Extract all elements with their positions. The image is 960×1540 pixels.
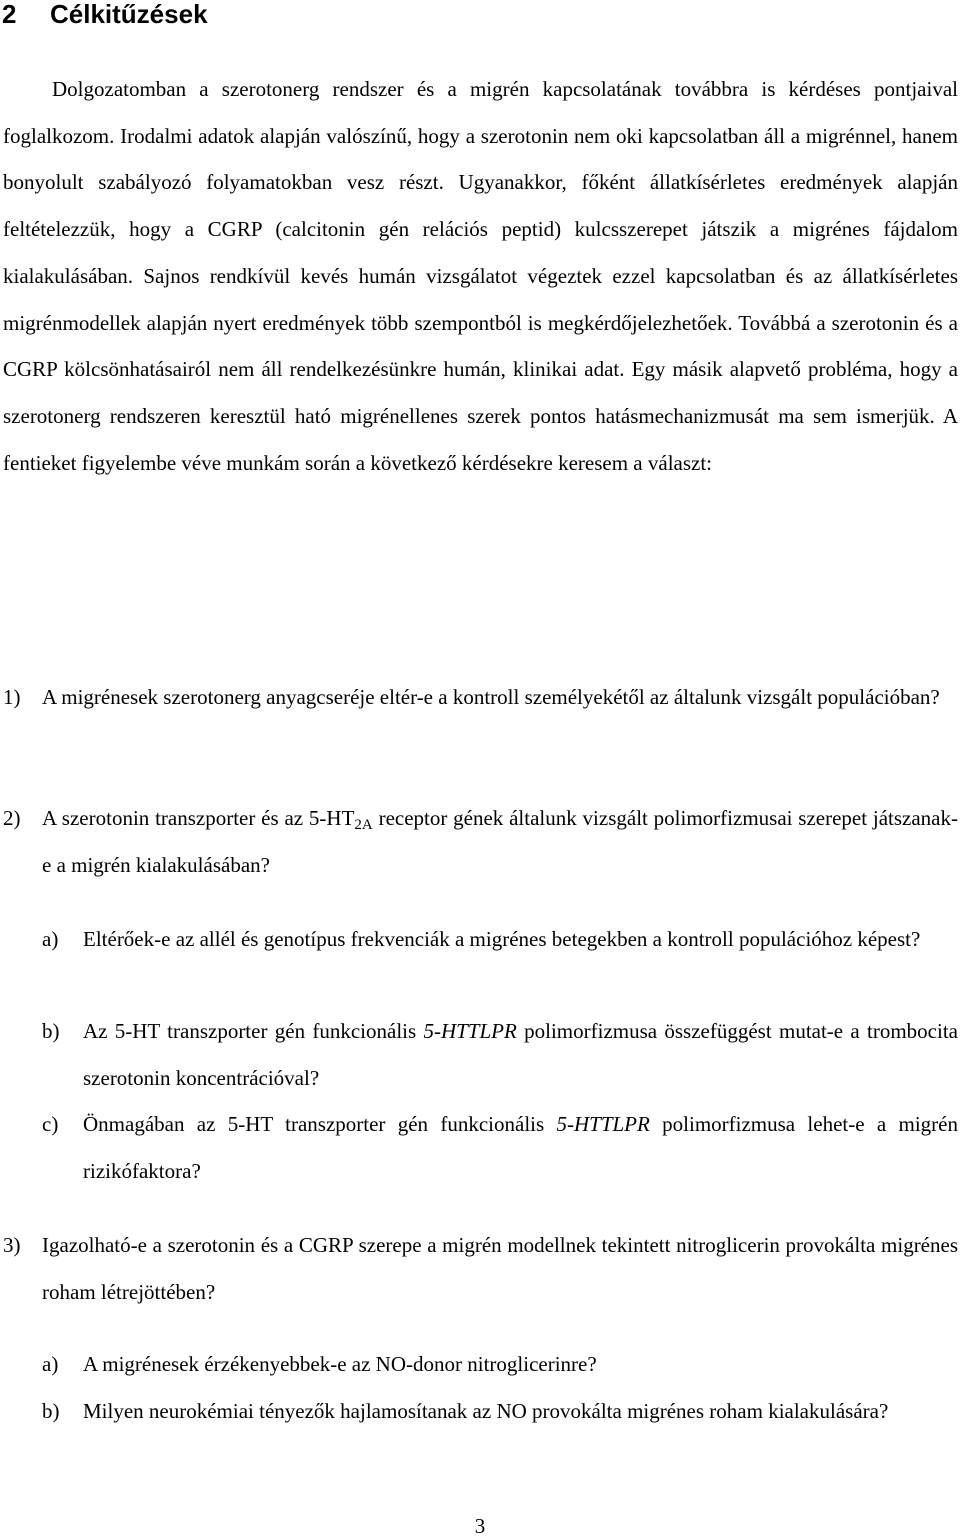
question-2-text-after: receptor gének általunk vizsgált polimorfizmusai szerepet játszanak-e a migrén kialakulásában? [42, 806, 958, 877]
question-2c-text-after: polimorfizmusa lehet-e a migrén rizikófaktora? [83, 1112, 958, 1183]
question-3-text: Igazolható-e a szerotonin és a CGRP szerepe a migrén modellnek tekintett nitroglicerin provokálta migrénes roham létrejöttében? [42, 1233, 958, 1304]
question-3a-text: A migrénesek érzékenyebbek-e az NO-donor nitroglicerinre? [83, 1352, 597, 1376]
question-2b-gene-name: 5-HTTLPR [423, 1019, 517, 1043]
question-3b [42, 1388, 958, 1435]
question-3a-marker: a) [42, 1352, 59, 1376]
section-title: Célkitűzések [50, 0, 208, 29]
question-2-subscript: 2A [354, 817, 373, 833]
intro-paragraph: Dolgozatomban a szerotonerg rendszer és a migrén kapcsolatának továbbra is kérdéses pontjaival foglalkozom. Irodalmi adatok alapján valószínű, hogy a szerotonin nem oki kapcsolatban áll a migrénnel, hanem bonyolult szabályozó folyamatokban vesz részt. Ugyanakkor, főként állatkísérletes eredmények alapján feltételezzük, hogy a CGRP (calcitonin gén relációs peptid) kulcsszerepet játszik a migrénes fájdalom kialakulásában. Sajnos rendkívül kevés humán vizsgálatot végeztek ezzel kapcsolatban és az állatkísérletes migrénmodellek alapján nyert eredmények több szempontból is megkérdőjelezhetőek. Továbbá a szerotonin és a CGRP kölcsönhatásairól nem áll rendelkezésünkre humán, klinikai adat. Egy másik alapvető probléma, hogy a szerotonerg rendszeren keresztül ható migrénellenes szerek pontos hatásmechanizmusát ma sem ismerjük. A fentieket figyelembe véve munkám során a következő kérdésekre keresem a választ: [3, 77, 958, 475]
question-3a [42, 1341, 958, 1388]
question-2a-text: Eltérőek-e az allél és genotípus frekvenciák a migrénes betegekben a kontroll populációhoz képest? [83, 927, 921, 951]
question-2b-marker: b) [42, 1019, 60, 1043]
question-1-text: A migrénesek szerotonerg anyagcseréje eltér-e a kontroll személyekétől az általunk vizsgált populációban? [42, 685, 940, 709]
question-2c-text-before: Önmagában az 5-HT transzporter gén funkcionális [83, 1112, 557, 1136]
question-3b-marker: b) [42, 1399, 60, 1423]
question-2b-text-after: polimorfizmusa összefüggést mutat-e a trombocita szerotonin koncentrációval? [83, 1019, 958, 1090]
question-2c [42, 1101, 958, 1194]
question-2 [3, 795, 958, 888]
question-2-text-before: A szerotonin transzporter és az 5-HT [42, 806, 355, 830]
question-2b-text-before: Az 5-HT transzporter gén funkcionális [83, 1019, 424, 1043]
question-2c-marker: c) [42, 1112, 59, 1136]
question-2a [42, 916, 958, 963]
page-number: 3 [474, 1514, 486, 1538]
question-1-marker: 1) [3, 685, 21, 709]
question-2b [42, 1008, 958, 1101]
question-2a-marker: a) [42, 927, 59, 951]
question-2-marker: 2) [3, 806, 21, 830]
question-2c-gene-name: 5-HTTLPR [556, 1112, 650, 1136]
question-1 [3, 674, 958, 721]
question-3b-text: Milyen neurokémiai tényezők hajlamosítanak az NO provokálta migrénes roham kialakulására? [83, 1399, 889, 1423]
question-3-marker: 3) [3, 1233, 21, 1257]
section-number: 2 [2, 0, 17, 29]
section-heading [2, 0, 208, 32]
question-3 [3, 1222, 958, 1315]
